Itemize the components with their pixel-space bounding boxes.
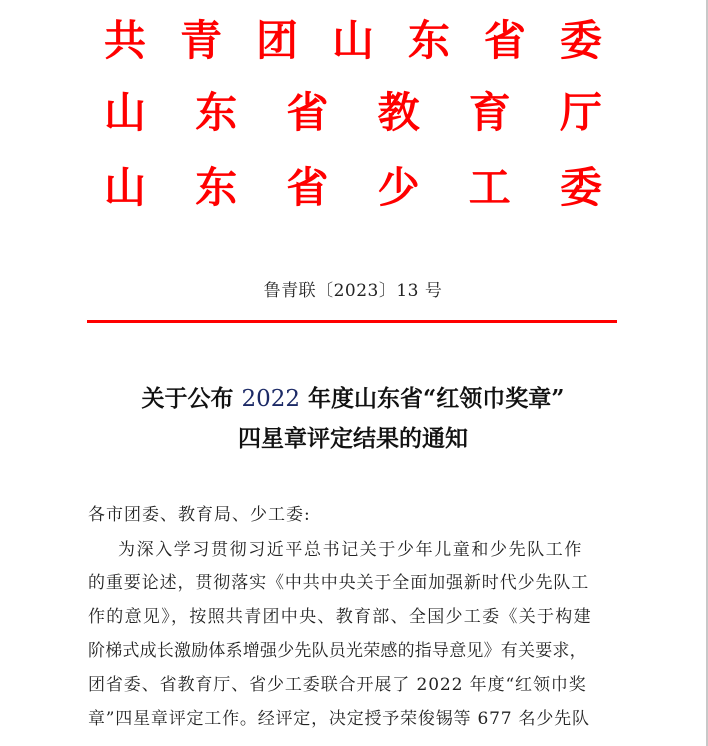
issuer-line-youth-league <box>104 17 602 65</box>
issuer-char: 少 <box>377 163 420 212</box>
issuer-char: 工 <box>468 163 511 212</box>
issuer-char: 省 <box>286 163 329 212</box>
issuer-char: 团 <box>255 16 298 65</box>
body-line: 为深入学习贯彻习近平总书记关于少年儿童和少先队工作 <box>118 540 583 560</box>
body-line: 团省委、省教育厅、省少工委联合开展了 2022 年度“红领巾奖 <box>88 675 587 695</box>
notice-title-line-1 <box>0 384 706 414</box>
red-header-divider <box>87 320 617 323</box>
issuer-char: 委 <box>559 16 602 65</box>
body-line: 章”四星章评定工作。经评定，决定授予荣俊锡等 677 名少先队 <box>88 709 590 729</box>
title-prefix: 关于公布 <box>141 385 234 412</box>
title-suffix: 年度山东省“红领巾奖章” <box>300 385 565 412</box>
issuer-char: 青 <box>179 16 222 65</box>
notice-title-line-2: 四星章评定结果的通知 <box>238 425 468 452</box>
issuer-char: 东 <box>195 88 238 137</box>
issuer-char: 山 <box>331 16 374 65</box>
body-line: 的重要论述，贯彻落实《中共中央关于全面加强新时代少先队工 <box>88 573 590 593</box>
document-number: 鲁青联〔2023〕13 号 <box>263 281 443 301</box>
issuer-char: 教 <box>377 88 420 137</box>
body-line: 作的意见》，按照共青团中央、教育部、全国少工委《关于构建 <box>88 607 592 627</box>
title-year: 2022 <box>241 386 301 412</box>
issuer-char: 山 <box>104 163 147 212</box>
issuer-char: 省 <box>286 88 329 137</box>
issuer-char: 厅 <box>559 88 602 137</box>
issuer-char: 山 <box>104 88 147 137</box>
issuer-line-education-dept <box>104 89 602 137</box>
salutation: 各市团委、教育局、少工委: <box>88 505 311 525</box>
issuer-char: 东 <box>407 16 450 65</box>
issuer-char: 共 <box>104 16 147 65</box>
issuer-char: 省 <box>483 16 526 65</box>
issuer-char: 委 <box>559 163 602 212</box>
issuer-char: 育 <box>468 88 511 137</box>
issuer-char: 东 <box>195 163 238 212</box>
issuer-line-young-pioneers <box>104 164 602 212</box>
body-line: 阶梯式成长激励体系增强少先队员光荣感的指导意见》有关要求， <box>88 641 587 661</box>
